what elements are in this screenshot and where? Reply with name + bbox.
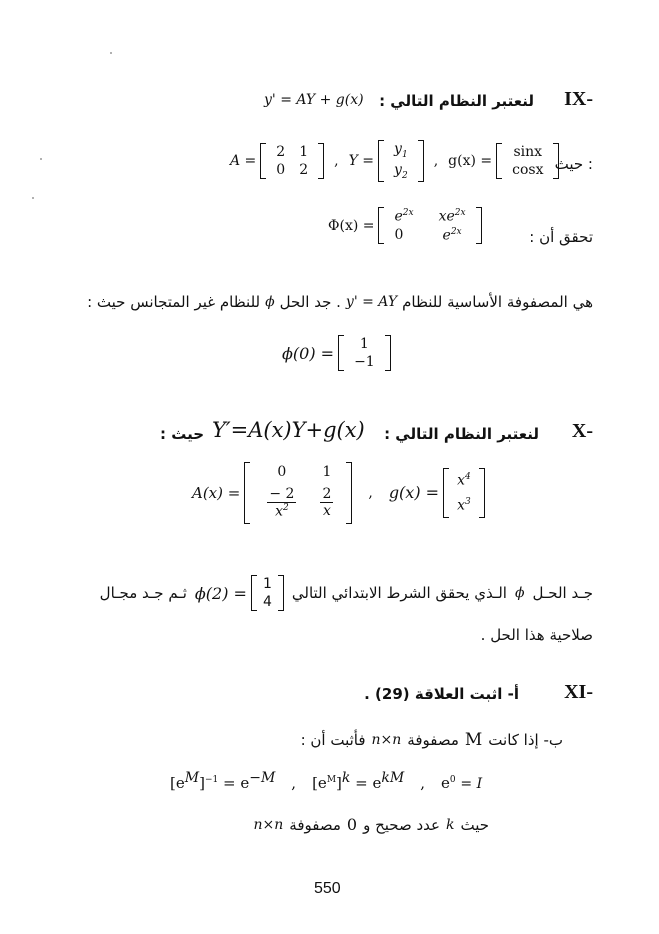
exponent: k	[341, 770, 351, 786]
exponent: kM	[381, 770, 405, 786]
phi-symbol: ϕ	[514, 585, 525, 601]
interval-text: ثـم جـد مجـال	[99, 584, 187, 602]
ic-label: ϕ(2) =	[194, 583, 247, 603]
phi-matrix-cell: e	[442, 227, 451, 244]
phi-matrix	[378, 207, 481, 244]
fundamental-matrix-row	[328, 207, 482, 244]
matrix-Ax-label: A(x) =	[192, 483, 241, 502]
identity-2-rhs: = e	[355, 774, 382, 792]
section-xi-identities: $[e^M]^{-1} = e^{-M}$ , $[e^M]^k = e^{kM}$ , $e^0 = I$	[170, 770, 483, 792]
ic-vector	[251, 575, 284, 611]
k-symbol: k	[445, 816, 455, 833]
section-x-initial-condition	[195, 575, 284, 611]
matrix-A-cell: 1	[299, 143, 309, 160]
homogeneous-equation: y' = AY	[345, 294, 398, 310]
find-solution-text: . جد الحل	[279, 293, 341, 311]
matrix-A-cell: 0	[276, 161, 286, 178]
ic-label: ϕ(0) =	[282, 343, 335, 363]
identity-3-rhs: = I	[460, 776, 483, 792]
vector-Y-label: Y =	[348, 152, 375, 169]
vector-g-entry: sinx	[513, 143, 543, 160]
section-x-where-label: حيث :	[160, 425, 205, 443]
phi-matrix-cell: e	[394, 208, 403, 225]
fraction-denominator: x	[322, 503, 331, 520]
section-x-number: X-	[571, 420, 593, 442]
vector-Y-subscript: 1	[401, 149, 408, 160]
ic-vector-entry: 1	[359, 336, 369, 352]
vector-Y	[378, 140, 424, 182]
scan-speck	[110, 52, 112, 54]
fraction-numerator: 2	[322, 486, 332, 503]
vector-gx-entry: x	[457, 497, 465, 514]
section-x-task-line	[100, 575, 593, 611]
nonhomogeneous-text: للنظام غير المتجانس حيث :	[87, 293, 261, 311]
fraction-numerator: − 2	[269, 486, 295, 502]
identity-3-lhs: e	[440, 774, 450, 792]
matrix-Ax-fraction	[267, 486, 296, 520]
phi-matrix-cell: 0	[394, 226, 404, 243]
find-solution-text: جـد الحـل	[532, 584, 593, 602]
vector-gx-label: g(x) =	[388, 483, 440, 503]
ic-vector-entry: −1	[354, 354, 375, 370]
fundamental-text: هي المصفوفة الأساسية للنظام	[402, 293, 593, 311]
matrix-A-label: A =	[230, 152, 257, 169]
vector-Y-entry: y	[394, 141, 402, 157]
identity-1-lhs: [e	[170, 774, 185, 792]
matrix-Ax-cell: 0	[277, 464, 287, 480]
scan-speck	[32, 197, 34, 199]
vector-gx-exponent: 3	[464, 496, 471, 507]
section-x-definitions-row: A(x) = 0 1 $\frac{- 2}{x^2}$ $\frac{2}{x}$ , g(x) = $x^4$ $x^3$	[192, 462, 485, 524]
section-ix-system-equation: y' = AY + g(x)	[264, 92, 364, 108]
matrix-M-symbol: M	[464, 730, 483, 750]
ic-vector	[338, 335, 391, 371]
matrix-Ax	[244, 462, 352, 524]
section-ix-heading: لنعتبر النظام التالي :	[379, 92, 534, 110]
phi-matrix-cell: xe	[438, 208, 455, 225]
initial-condition-text: الـذي يحقق الشرط الابتدائي التالي	[291, 584, 507, 602]
exponent: 0	[449, 775, 456, 785]
identity-2-lhs: [e	[312, 774, 327, 792]
matrix-word: مصفوفة	[407, 731, 459, 749]
section-ix-definitions-row: A = 2 1 0 2 , Y = $y_1$ $y_2$ , g(x) = sinx cosx	[230, 140, 559, 182]
fraction-denominator-exponent: 2	[282, 503, 289, 514]
section-ix-where-label: : حيث	[554, 155, 593, 173]
matrix-A-cell: 2	[276, 143, 286, 160]
vector-gx	[443, 468, 485, 517]
section-xi-part-a: أ- اثبت العلاقة (29) .	[364, 685, 519, 703]
exponent: −M	[249, 770, 276, 786]
section-xi-part-b	[301, 730, 563, 750]
identity-1-rhs: = e	[223, 774, 250, 792]
section-xi-number: XI-	[564, 681, 593, 703]
exponent: M	[326, 775, 337, 785]
vector-gx-exponent: 4	[464, 472, 471, 483]
exponent: M	[184, 770, 200, 786]
fraction-denominator: x	[275, 503, 283, 520]
matrix-Ax-cell: 1	[322, 464, 332, 480]
phi-exponent: 2x	[454, 208, 466, 218]
vector-gx-entry: x	[457, 472, 465, 489]
phi-exponent: 2x	[450, 226, 462, 237]
section-x-heading: لنعتبر النظام التالي :	[384, 425, 539, 443]
section-x-system-equation: Y′=A(x)Y+g(x)	[212, 418, 365, 442]
part-b-text: ب- إذا كانت	[488, 731, 563, 749]
phi-exponent: 2x	[402, 208, 414, 218]
section-ix-initial-condition	[282, 335, 391, 371]
zero-matrix-symbol: 0	[346, 815, 358, 834]
page-number: 550	[314, 880, 341, 897]
matrix-Ax-fraction	[320, 486, 333, 519]
matrix-word: مصفوفة	[289, 815, 341, 834]
section-x-task-line-2: صلاحية هذا الحل .	[480, 626, 593, 644]
vector-Y-subscript: 2	[401, 170, 408, 181]
integer-text: عدد صحيح و	[363, 815, 440, 834]
section-xi-where-line	[254, 815, 489, 834]
phi-symbol: ϕ	[265, 294, 275, 310]
prove-that-text: فأثبت أن :	[300, 731, 366, 749]
ic-vector-entry: 1	[262, 576, 272, 592]
ic-vector-entry: 4	[262, 594, 272, 610]
section-ix-verify-label: تحقق أن :	[529, 228, 593, 246]
scan-speck	[40, 158, 42, 160]
phi-matrix-label: Φ(x) =	[328, 217, 375, 234]
vector-g-entry: cosx	[512, 161, 544, 178]
matrix-size: n×n	[253, 816, 284, 833]
where-text: حيث	[460, 815, 489, 834]
vector-Y-entry: y	[394, 161, 402, 178]
section-ix-number: IX-	[564, 88, 593, 110]
vector-g-label: g(x) =	[448, 152, 493, 169]
section-ix-sentence	[87, 293, 593, 311]
exponent: −1	[204, 775, 219, 785]
vector-g	[496, 143, 559, 179]
matrix-A-cell: 2	[299, 161, 309, 178]
matrix-A	[260, 143, 324, 179]
matrix-size: n×n	[371, 732, 402, 748]
